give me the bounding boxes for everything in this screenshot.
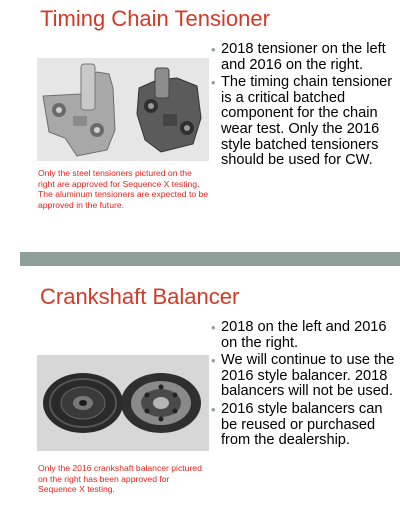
slide-title: Crankshaft Balancer bbox=[40, 284, 240, 309]
bullet-item: • We will continue to use the 2016 style balancer. 2018 balancers will not be used. bbox=[211, 352, 395, 400]
bullet-list bbox=[211, 320, 396, 451]
photo-caption: Only the 2016 crankshaft balancer pictured on the right has been approved for Sequence X testing. bbox=[38, 463, 202, 495]
photo-caption: Only the steel tensioners pictured on the right are approved for Sequence X testing. The aluminum tensioners are expected to be approved in the future. bbox=[38, 168, 209, 210]
bullet-icon: • bbox=[211, 42, 216, 57]
bullet-list bbox=[211, 42, 396, 171]
bullet-icon: • bbox=[211, 320, 216, 335]
balancer-photo bbox=[37, 355, 209, 451]
slide-divider bbox=[20, 252, 400, 266]
slide-crankshaft-balancer bbox=[0, 268, 400, 511]
bullet-icon: • bbox=[211, 401, 216, 417]
bullet-item: • The timing chain tensioner is a critical batched component for the chain wear test. Only the 2016 style batched tensioners should be used for CW. bbox=[211, 74, 393, 169]
slide-timing-chain-tensioner bbox=[0, 0, 400, 250]
bullet-item: • 2018 on the left and 2016 on the right. bbox=[211, 319, 387, 351]
bullet-icon: • bbox=[211, 353, 216, 369]
slide-title: Timing Chain Tensioner bbox=[40, 6, 270, 31]
tensioner-photo bbox=[37, 58, 209, 161]
bullet-item: • 2016 style balancers can be reused or purchased from the dealership. bbox=[211, 400, 383, 449]
balancer-2018 bbox=[43, 373, 123, 433]
balancer-2016 bbox=[121, 373, 201, 433]
bullet-item: • 2018 tensioner on the left and 2016 on the right. bbox=[211, 41, 386, 73]
bullet-icon: • bbox=[211, 75, 216, 91]
